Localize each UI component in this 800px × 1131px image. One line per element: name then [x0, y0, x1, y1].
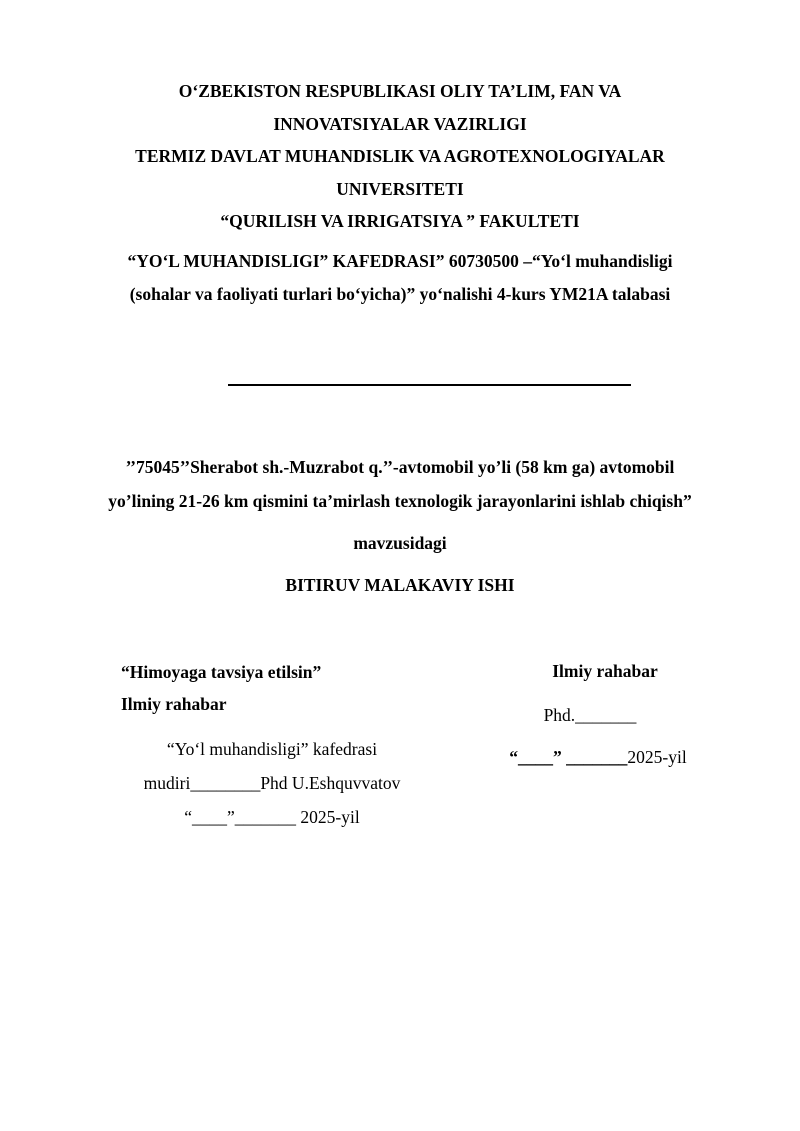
left-date-line: “____”_______ 2025-yil [184, 807, 360, 827]
right-date-year: 2025-yil [627, 747, 687, 767]
right-date-blanks: “____” _______ [509, 747, 628, 767]
institution-header [0, 75, 800, 238]
topic-suffix: mavzusidagi [353, 533, 447, 553]
right-date-line [456, 742, 740, 772]
department-info [0, 245, 800, 311]
left-signature-block [121, 656, 441, 720]
faculty-line: “QURILISH VA IRRIGATSIYA ” FAKULTETI [220, 211, 580, 231]
right-signature-block [470, 656, 740, 772]
department-line-1: “YO‘L MUHANDISLIGI” KAFEDRASI” 60730500 –“Yo‘l muhandisligi [127, 251, 673, 271]
department-line-2: (sohalar va faoliyati turlari bo‘yicha)” yo‘nalishi 4-kurs YM21A talabasi [129, 284, 671, 304]
left-supervisor-label: Ilmiy rahabar [121, 694, 227, 714]
department-name-line: “Yo‘l muhandisligi” kafedrasi [166, 739, 378, 759]
topic-line-2: yo’lining 21-26 km qismini ta’mirlash texnologik jarayonlarini ishlab chiqish” [108, 491, 692, 511]
supervisor-phd-line: Phd._______ [543, 705, 637, 725]
topic-line-1: ’’75045’’Sherabot sh.-Muzrabot q.’’-avtomobil yo’li (58 km ga) avtomobil [125, 457, 675, 477]
university-line-1: TERMIZ DAVLAT MUHANDISLIK VA AGROTEXNOLOGIYALAR [135, 146, 665, 166]
right-supervisor-label: Ilmiy rahabar [552, 661, 658, 681]
ministry-line-2: INNOVATSIYALAR VAZIRLIGI [273, 113, 527, 134]
university-line-2: UNIVERSITETI [336, 178, 464, 199]
recommend-label: “Himoyaga tavsiya etilsin” [121, 662, 322, 682]
department-head-line: mudiri________Phd U.Eshquvvatov [143, 773, 401, 793]
work-type-title: BITIRUV MALAKAVIY ISHI [285, 575, 515, 595]
department-head-signature [120, 732, 424, 834]
ministry-line-1: O‘ZBEKISTON RESPUBLIKASI OLIY TA’LIM, FAN VA [178, 81, 622, 101]
student-name-underline [228, 384, 631, 386]
thesis-topic [0, 450, 800, 518]
